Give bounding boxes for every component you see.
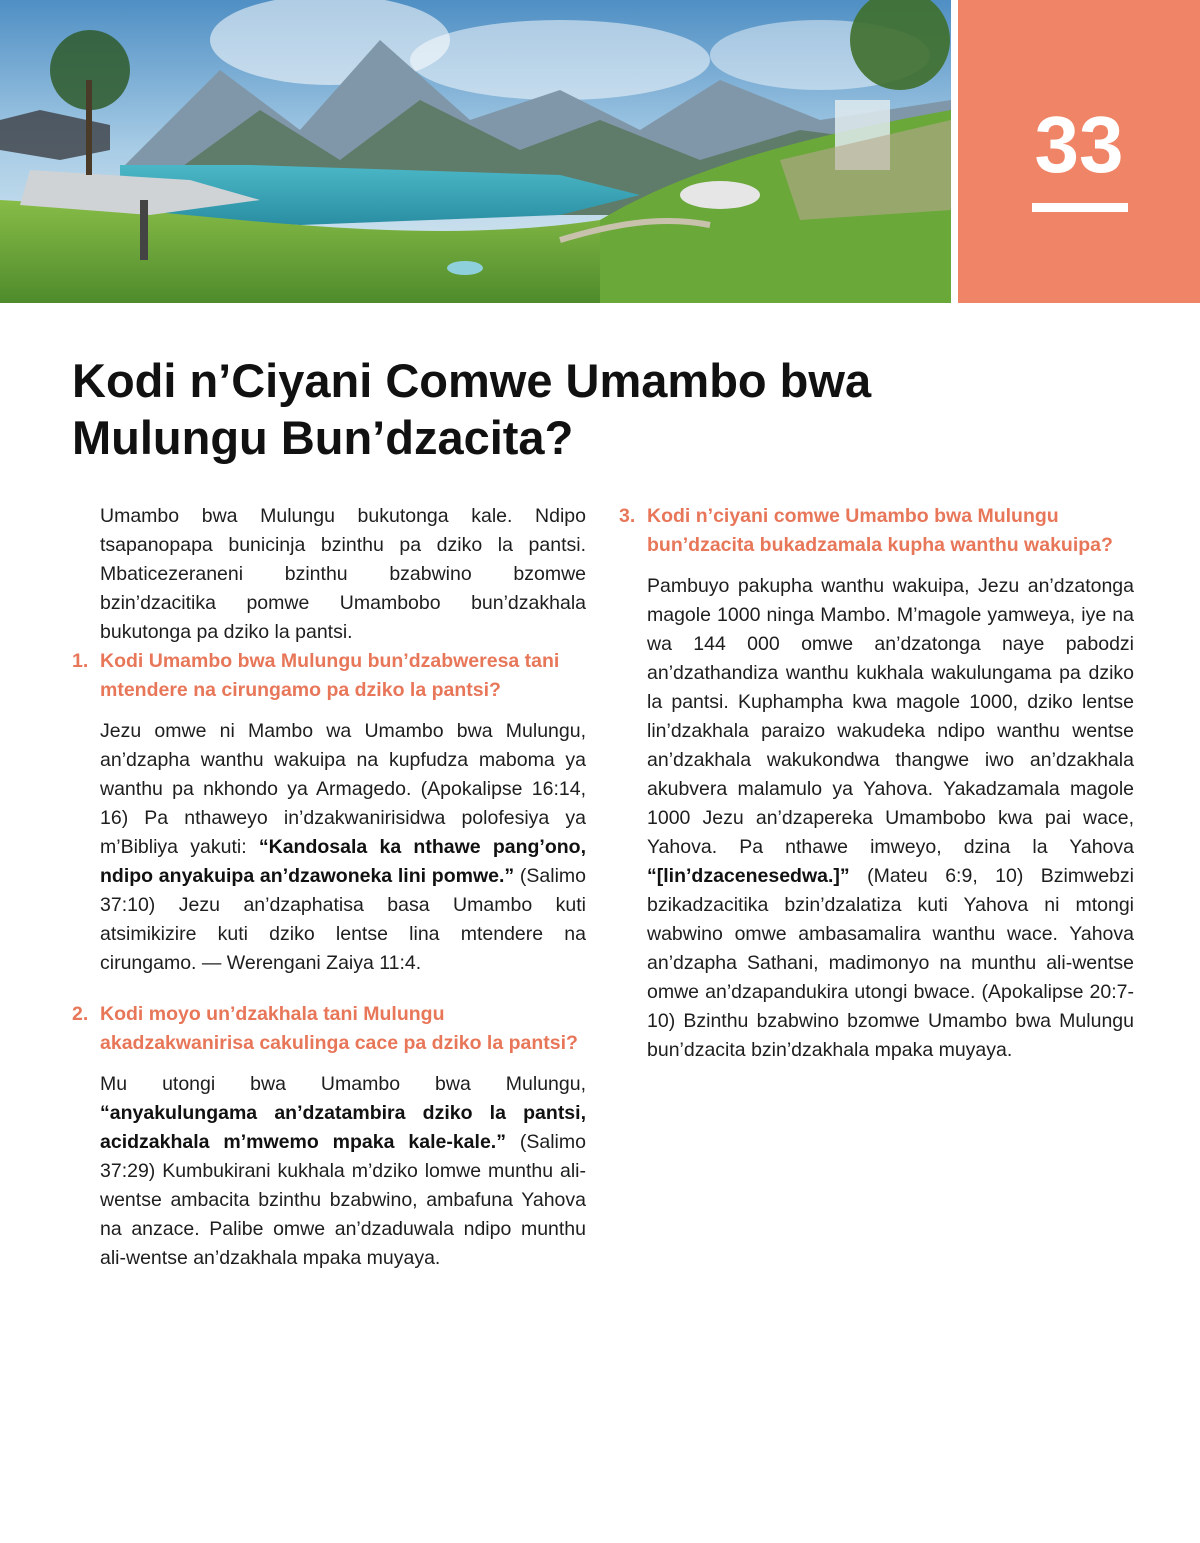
answer-text: (Salimo 37:10) Jezu an’dzaphatisa basa Umambo kuti atsimikizire kuti dziko lentse lina mtendere na cirungamo. — Werengani Zaiya 11:4. <box>100 865 586 974</box>
question-text: Kodi moyo un’dzakhala tani Mulungu akadzakwanirisa cakulinga cace pa dziko la pantsi? <box>100 1003 578 1054</box>
page-title: Kodi n’Ciyani Comwe Umambo bwa Mulungu Bun’dzacita? <box>72 354 872 464</box>
scripture-quote: “Kandosala ka nthawe pang’ono, ndipo anyakuipa an’dzawoneka lini pomwe.” <box>100 836 586 887</box>
question-text: Kodi Umambo bwa Mulungu bun’dzabweresa tani mtendere na cirungamo pa dziko la pantsi? <box>100 650 560 701</box>
answer-1 <box>72 717 586 978</box>
question-1 <box>72 647 586 705</box>
lesson-number: 33 <box>1034 100 1124 189</box>
question-number: 3. <box>619 505 636 527</box>
question-text: Kodi n’ciyani comwe Umambo bwa Mulungu bun’dzacita bukadzamala kupha wanthu wakuipa? <box>647 505 1113 556</box>
answer-text: Mu utongi bwa Umambo bwa Mulungu, <box>100 1073 586 1095</box>
question-number: 2. <box>72 1003 89 1025</box>
scripture-quote: “anyakulungama an’dzatambira dziko la pantsi, acidzakhala m’mwemo mpaka kale-kale.” <box>100 1102 586 1153</box>
answer-3 <box>619 572 1134 1065</box>
answer-text: (Mateu 6:9, 10) Bzimwebzi bzikadzacitika bzin’dzalatiza kuti Yahova ni mtongi wabwino omwe ambasamalira wanthu wace. Yahova an’dzapha Sathani, madimonyo na munthu ali-wentse omwe an’dzapandukira utongi bwace. (Apokalipse 20:7-10) Bzinthu bzabwino bzomwe Umambo bwa Mulungu bun’dzacita bzin’dzakhala mpaka muyaya. <box>647 865 1134 1061</box>
question-number: 1. <box>72 650 89 672</box>
section-1 <box>72 647 586 978</box>
answer-text: Pambuyo pakupha wanthu wakuipa, Jezu an’dzatonga magole 1000 ninga Mambo. M’magole yamweya, iye na wa 144 000 omwe an’dzatonga naye pabodzi an’dzathandiza wanthu kukhala wakulungama pa dziko la pantsi. Kuphampha kwa magole 1000, dziko lentse lin’dzakhala paraizo wakudeka ndipo wanthu wentse an’dzakhala wakukondwa thangwe iwo an’dzakhala akubvera malamulo ya Yahova. Yakadzamala magole 1000 Jezu an’dzapereka Umambobo kwa pai wace, Yahova. Pa nthawe imweyo, dzina la Yahova <box>647 575 1134 858</box>
header-banner-image <box>0 0 951 303</box>
lesson-number-panel <box>958 0 1200 303</box>
answer-text: (Salimo 37:29) Kumbukirani kukhala m’dziko lomwe munthu ali-wentse ambacita bzinthu bzabwino, ambafuna Yahova na anzace. Palibe omwe an’dzaduwala ndipo munthu ali-wentse an’dzakhala mpaka muyaya. <box>100 1131 586 1269</box>
answer-2 <box>72 1070 586 1273</box>
section-3 <box>619 502 1134 1065</box>
section-2 <box>72 1000 586 1273</box>
question-3 <box>619 502 1134 560</box>
question-2 <box>72 1000 586 1058</box>
scripture-quote: “[lin’dzacenesedwa.]” <box>647 865 850 887</box>
intro-paragraph: Umambo bwa Mulungu bukutonga kale. Ndipo tsapanopapa bunicinja bzinthu pa dziko la pantsi. Mbaticezeraneni bzinthu bzabwino bzomwe bzin’dzacitika pomwe Umambobo bun’dzakhala bukutonga pa dziko la pantsi. <box>100 505 586 643</box>
lesson-number-underline <box>1032 203 1128 212</box>
answer-text: Jezu omwe ni Mambo wa Umambo bwa Mulungu, an’dzapha wanthu wakuipa na kupfudza maboma ya wanthu pa nkhondo ya Armagedo. (Apokalipse 16:14, 16) Pa nthaweyo in’dzakwanirisidwa polofesiya ya m’Bibliya yakuti: <box>100 720 586 858</box>
right-column <box>619 502 1134 1087</box>
left-column <box>72 502 586 1295</box>
